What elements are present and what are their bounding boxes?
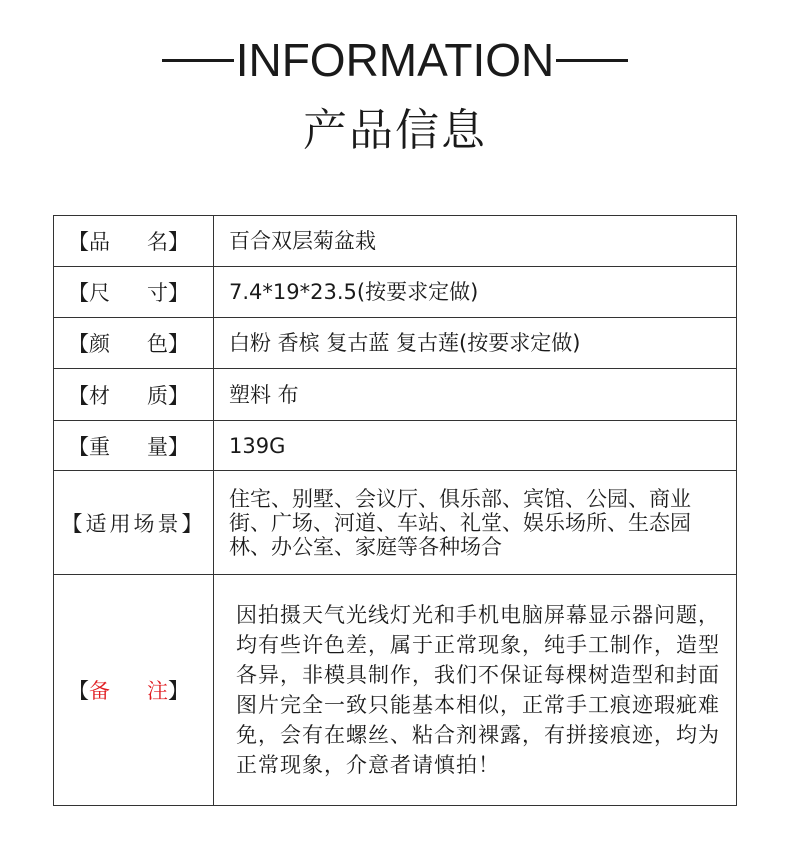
label-cell <box>54 421 214 471</box>
label-material <box>54 380 213 410</box>
label-note-open: 备 <box>89 679 110 703</box>
value-name: 百合双层菊盆栽 <box>214 216 737 267</box>
table-row-material <box>54 369 737 421</box>
value-color: 白粉 香槟 复古蓝 复古莲(按要求定做) <box>214 318 737 369</box>
table-row-color <box>54 318 737 369</box>
section-header <box>0 30 790 158</box>
label-note-left <box>68 675 110 705</box>
table-row-name <box>54 216 737 267</box>
label-color <box>54 328 213 358</box>
label-weight-close: 量】 <box>147 434 189 459</box>
label-cell <box>54 216 214 267</box>
label-weight-open: 【重 <box>68 434 110 459</box>
value-material: 塑料 布 <box>214 369 737 421</box>
label-size <box>54 277 213 307</box>
english-title-text: INFORMATION <box>235 34 555 86</box>
table-row-note <box>54 575 737 806</box>
value-size: 7.4*19*23.5(按要求定做) <box>214 267 737 318</box>
table-row-size <box>54 267 737 318</box>
value-scenarios: 住宅、别墅、会议厅、俱乐部、宾馆、公园、商业街、广场、河道、车站、礼堂、娱乐场所、生态园林、办公室、家庭等各种场合 <box>214 471 737 575</box>
label-cell <box>54 471 214 575</box>
product-info-table <box>53 215 737 806</box>
label-color-open: 【颜 <box>68 332 110 356</box>
left-dash-line <box>162 59 234 62</box>
label-color-close: 色】 <box>147 332 189 356</box>
label-cell <box>54 369 214 421</box>
label-size-close: 寸】 <box>147 281 189 305</box>
label-cell <box>54 575 214 806</box>
value-weight: 139G <box>214 421 737 471</box>
label-note-lbracket: 【 <box>68 679 89 703</box>
label-note <box>54 675 213 705</box>
english-title <box>0 30 790 90</box>
chinese-title: 产品信息 <box>303 105 487 156</box>
label-size-open: 【尺 <box>68 281 110 305</box>
label-cell <box>54 318 214 369</box>
label-note-rbracket: 】 <box>168 679 189 703</box>
label-name-open: 【品 <box>68 230 110 254</box>
label-cell <box>54 267 214 318</box>
label-material-close: 质】 <box>147 383 189 408</box>
label-name <box>54 226 213 256</box>
table-row-scenarios <box>54 471 737 575</box>
label-material-open: 【材 <box>68 383 110 408</box>
right-dash-line <box>556 59 628 62</box>
value-note: 因拍摄天气光线灯光和手机电脑屏幕显示器问题，均有些许色差，属于正常现象，纯手工制作，造型各异，非模具制作，我们不保证每棵树造型和封面图片完全一致只能基本相似，正常手工痕迹瑕疵难免，会有在螺丝、粘合剂裸露，有拼接痕迹，均为正常现象，介意者请慎拍！ <box>214 575 737 806</box>
table-row-weight <box>54 421 737 471</box>
label-name-close: 名】 <box>147 230 189 254</box>
label-note-close: 注 <box>147 679 168 703</box>
label-note-right <box>147 675 189 705</box>
label-scenarios: 【适用场景】 <box>61 511 206 536</box>
label-weight <box>54 431 213 461</box>
